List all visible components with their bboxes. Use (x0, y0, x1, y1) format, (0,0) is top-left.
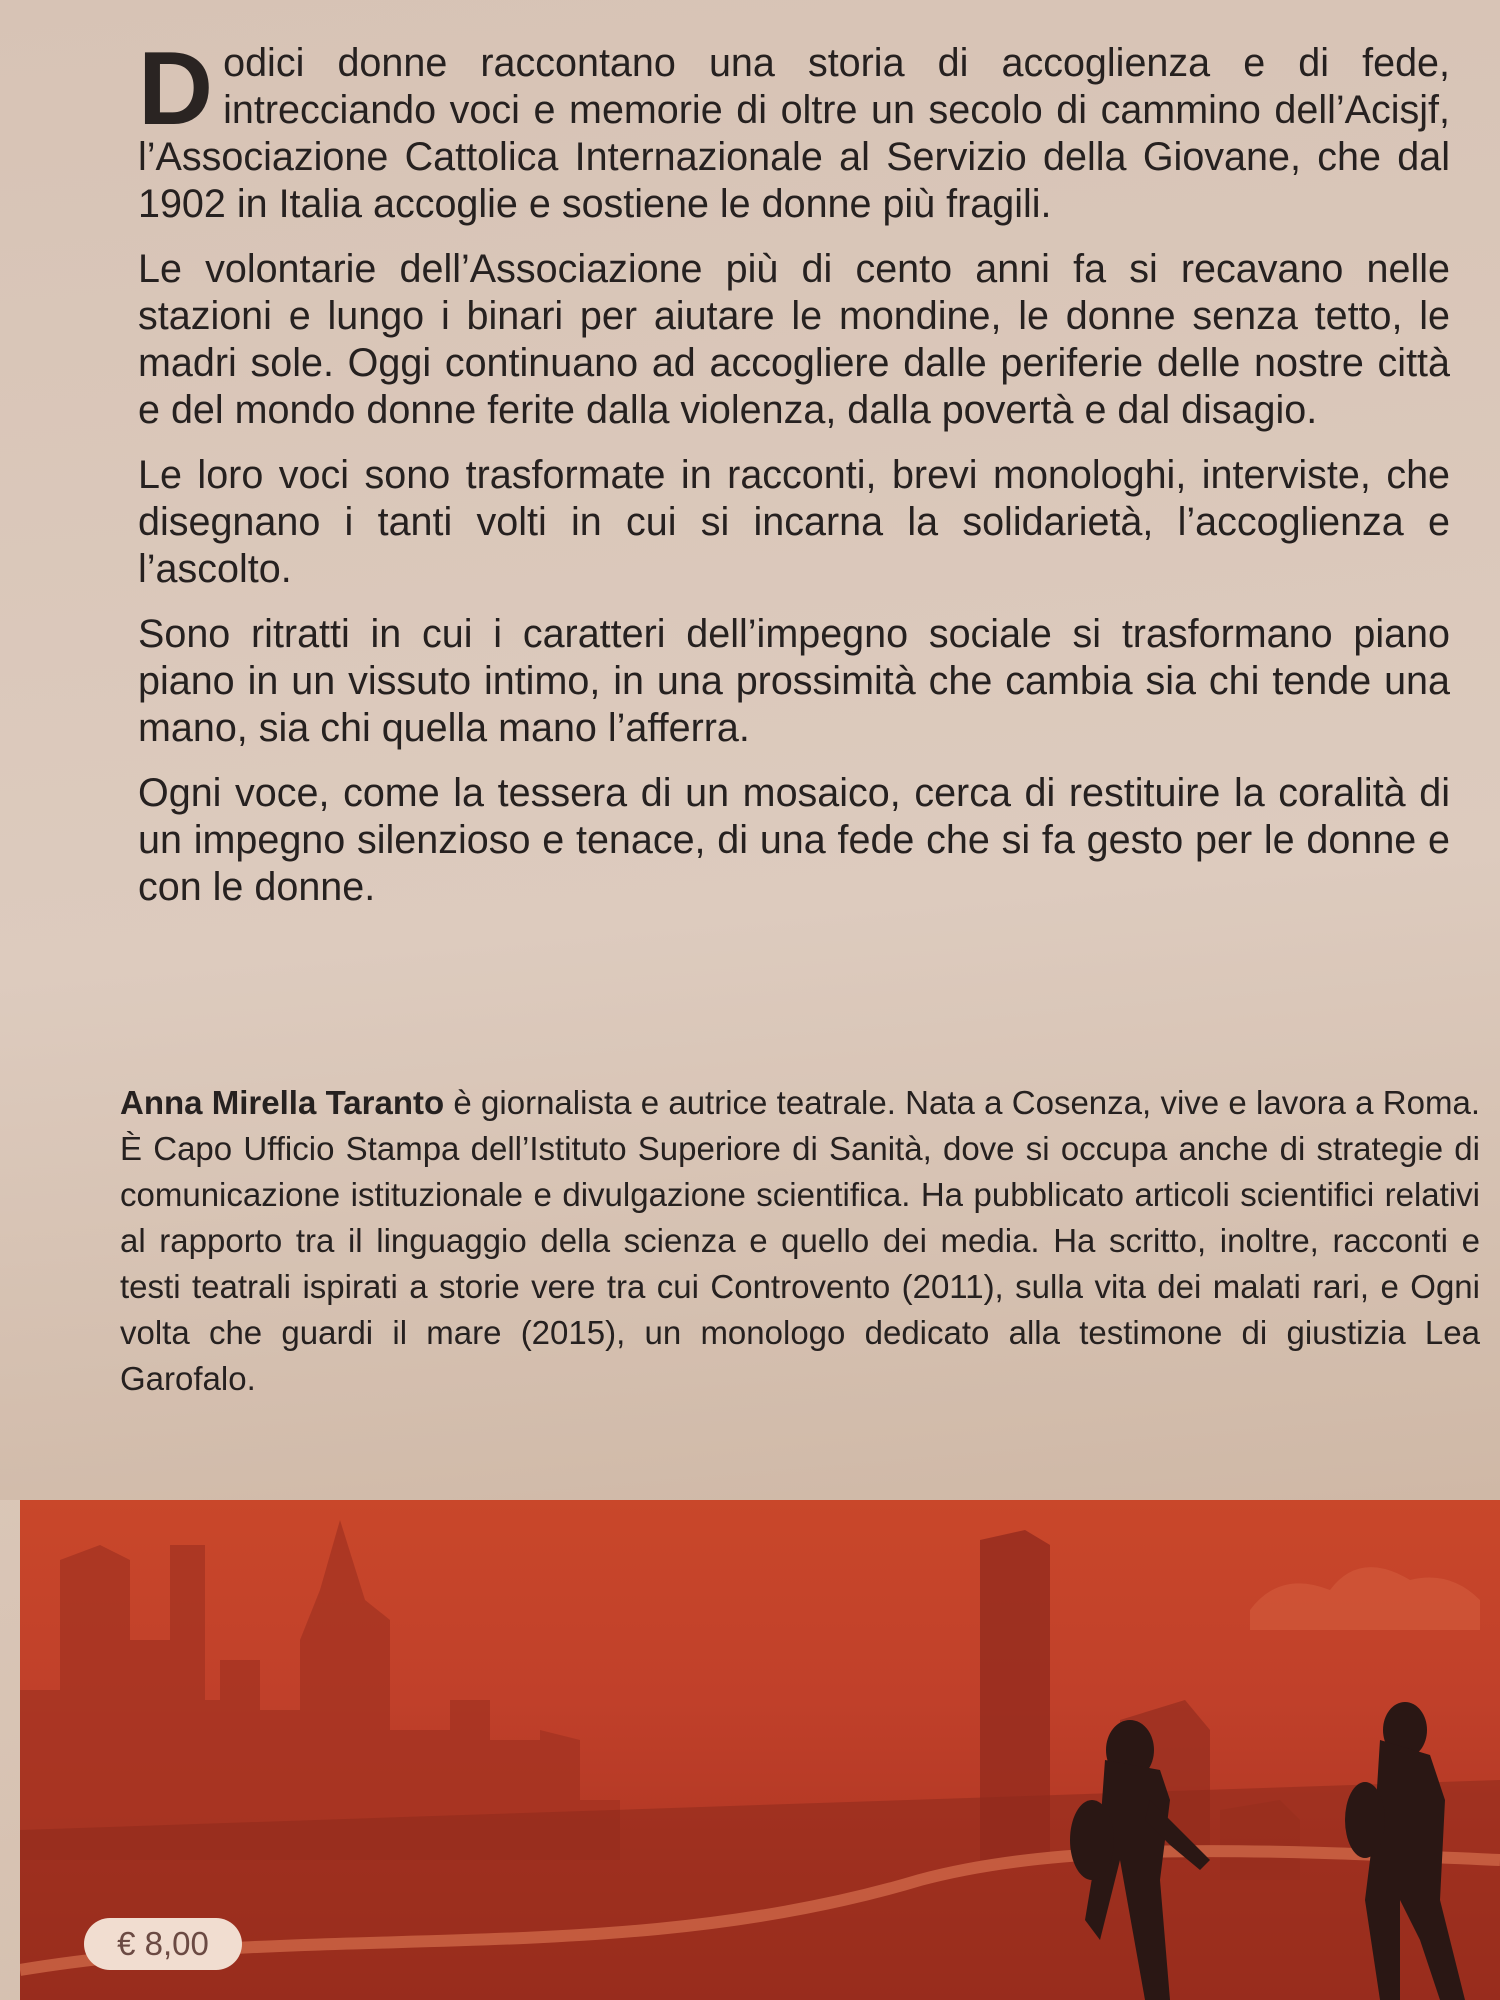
drop-cap: D (138, 31, 214, 147)
synopsis-text: odici donne raccontano una storia di accoglienza e di fede, intrecciando voci e memorie di oltre un secolo di cammino dell’Acisjf, l’Associazione Cattolica Internazionale al Servizio della Giovane, che dal 1902 in Italia accoglie e sostiene le donne più fragili. (138, 41, 1450, 226)
synopsis-paragraph: Ogni voce, come la tessera di un mosaico, cerca di restituire la coralità di un impegno silenzioso e tenace, di una fede che si fa gesto per le donne e con le donne. (138, 771, 1450, 909)
author-name: Anna Mirella Taranto (120, 1084, 445, 1121)
price-tag: € 8,00 (84, 1918, 242, 1970)
city-illustration (20, 1500, 1500, 2000)
synopsis (138, 31, 1450, 929)
city-skyline-icon (20, 1500, 1500, 2000)
synopsis-paragraph: Le volontarie dell’Associazione più di cento anni fa si recavano nelle stazioni e lungo i binari per aiutare le mondine, le donne senza tetto, le madri sole. Oggi continuano ad accogliere dalle periferie delle nostre città e del mondo donne ferite dalla violenza, dalla povertà e dal disagio. (138, 247, 1450, 432)
author-bio-text: è giornalista e autrice teatrale. Nata a Cosenza, vive e lavora a Roma. È Capo Ufficio Stampa dell’Istituto Superiore di Sanità, dove si occupa anche di strategie di comunicazione istituzionale e divulgazione scientifica. Ha pubblicato articoli scientifici relativi al rapporto tra il linguaggio della scienza e quello dei media. Ha scritto, inoltre, racconti e testi teatrali ispirati a storie vere tra cui Controvento (2011), sulla vita dei malati rari, e Ogni volta che guardi il mare (2015), un monologo dedicato alla testimone di giustizia Lea Garofalo. (120, 1084, 1480, 1397)
synopsis-paragraph: Sono ritratti in cui i caratteri dell’impegno sociale si trasformano piano piano in un vissuto intimo, in una prossimità che cambia sia chi tende una mano, sia chi quella mano l’afferra. (138, 612, 1450, 750)
author-bio (120, 1080, 1480, 1402)
synopsis-paragraph: Le loro voci sono trasformate in racconti, brevi monologhi, interviste, che disegnano i tanti volti in cui si incarna la solidarietà, l’accoglienza e l’ascolto. (138, 453, 1450, 591)
synopsis-paragraph (138, 31, 1450, 228)
